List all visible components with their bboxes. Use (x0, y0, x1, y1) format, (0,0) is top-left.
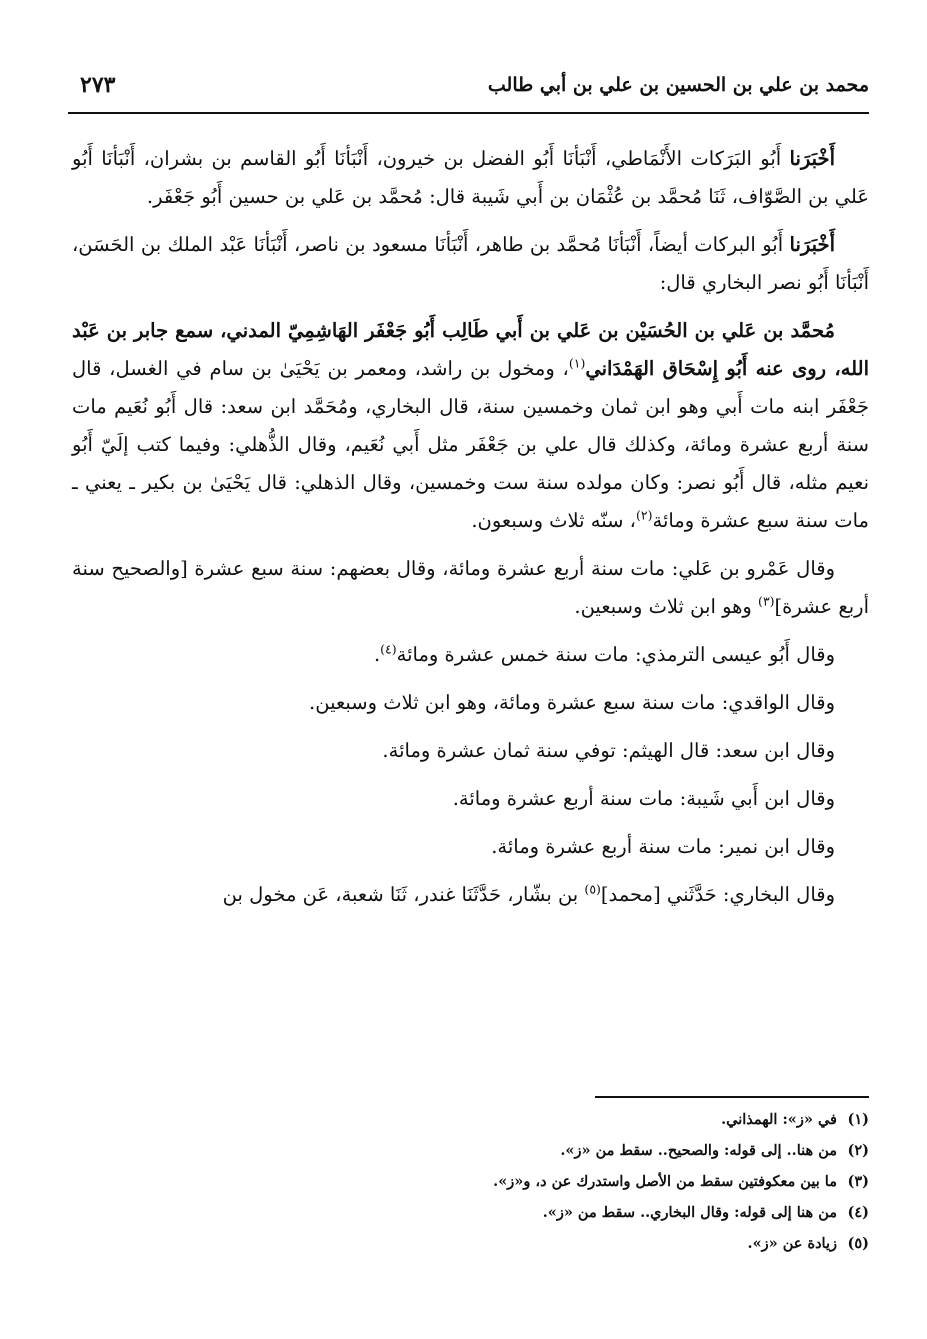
footnote-number: (٢) (847, 1142, 869, 1159)
page-header (68, 70, 869, 114)
footnote-item (72, 1228, 869, 1259)
paragraph-2 (72, 226, 869, 302)
paragraph-text: وقال أَبُو عيسى الترمذي: مات سنة خمس عشرة ومائة (396, 643, 835, 666)
paragraph-text: وقال عَمْرو بن عَلي: مات سنة أربع عشرة ومائة، وقال بعضهم: سنة سبع عشرة [والصحيح سنة أربع عشرة] (72, 557, 869, 618)
footnote-ref-4: (٤) (380, 641, 397, 657)
footnote-item (72, 1104, 869, 1135)
paragraph-lead: أَخْبَرَنا (789, 147, 835, 170)
paragraph-text: وقال البخاري: حَدَّثَني [محمد] (600, 883, 835, 906)
footnote-ref-2: (٢) (635, 507, 653, 523)
paragraph-text: ، سنّه ثلاث وسبعون. (471, 509, 636, 532)
paragraph-text: بن بشّار، حَدَّثَنَا غندر، ثَنَا شعبة، عَن مخول بن (222, 883, 585, 906)
footnote-text: في «ز»: الهمذاني. (721, 1111, 837, 1128)
paragraph-text: ، ومخول بن راشد، ومعمر بن يَحْيَىٰ بن سام في الغسل، قال جَعْفَر ابنه مات أَبي وهو ابن ثمان وخمسين سنة، قال البخاري، ومُحَمَّد ابن سعد: قال أَبُو نُعَيم مات سنة أربع عشرة ومائة، وكذلك قال علي بن جَعْفَر مثل أَبي نُعَيم، وقال الذُّهلي: وفيما كتب إلَيّ أَبُو نعيم مثله، قال أَبُو نصر: وكان مولده سنة ست وخمسين، وقال الذهلي: قال يَحْيَىٰ بن بكير ـ يعني ـ مات سنة سبع عشرة ومائة (72, 357, 869, 532)
paragraph-text: أَبُو البركات أيضاً، أَنْبَأنَا مُحمَّد بن طاهر، أَنْبَأنَا مسعود بن ناصر، أَنْبَأنَا عَبْد الملك بن الحَسَن، أَنْبَأنَا أَبُو نصر البخاري قال: (72, 233, 869, 294)
footnote-separator (595, 1096, 869, 1098)
page-number: ٢٧٣ (80, 72, 116, 98)
footnote-ref-1: (١) (568, 355, 586, 371)
paragraph-5 (72, 636, 869, 674)
paragraph-9: وقال ابن نمير: مات سنة أربع عشرة ومائة. (491, 835, 835, 858)
paragraph-7: وقال ابن سعد: قال الهيثم: توفي سنة ثمان عشرة ومائة. (382, 739, 835, 762)
footnote-ref-3: (٣) (758, 593, 775, 609)
running-title: محمد بن علي بن الحسين بن علي بن أبي طالب (487, 74, 869, 96)
footnote-item (72, 1135, 869, 1166)
footnote-text: من هنا إلى قوله: وقال البخاري.. سقط من «ز». (542, 1204, 837, 1221)
footnote-ref-5: (٥) (584, 881, 601, 897)
footnote-text: زيادة عن «ز». (747, 1235, 837, 1252)
entry-name: مُحمَّد بن عَلي بن الحُسَيْن بن عَلي بن أَبي طَالِب أَبُو جَعْفَر الهَاشِمِيّ المدني، سمع جابر بن عَبْد الله، روى عنه أَبُو إِسْحَاق الهَمْدَاني (72, 319, 869, 380)
paragraph-4 (72, 550, 869, 626)
main-text (72, 140, 869, 914)
footnote-number: (٤) (847, 1204, 869, 1221)
footnotes (72, 1104, 869, 1259)
paragraph-lead: أَخْبَرَنا (789, 233, 835, 256)
footnote-text: ما بين معكوفتين سقط من الأصل واستدرك عن د، و«ز». (493, 1173, 837, 1190)
paragraph-6: وقال الواقدي: مات سنة سبع عشرة ومائة، وهو ابن ثلاث وسبعين. (309, 691, 835, 714)
footnote-item (72, 1166, 869, 1197)
footnote-number: (٣) (847, 1173, 869, 1190)
paragraph-text: وهو ابن ثلاث وسبعين. (574, 595, 759, 618)
paragraph-1 (72, 140, 869, 216)
header-rule (68, 112, 869, 114)
paragraph-8: وقال ابن أَبي شَيبة: مات سنة أربع عشرة ومائة. (452, 787, 835, 810)
biography-paragraph (72, 312, 869, 540)
footnote-text: من هنا.. إلى قوله: والصحيح.. سقط من «ز». (560, 1142, 837, 1159)
paragraph-text: . (373, 643, 381, 666)
footnote-item (72, 1197, 869, 1228)
footnote-number: (١) (847, 1111, 869, 1128)
paragraph-10 (72, 876, 869, 914)
footnote-number: (٥) (847, 1235, 869, 1252)
paragraph-text: أَبُو البَرَكات الأَنْمَاطي، أَنْبَأنَا أَبُو الفضل بن خيرون، أَنْبَأنَا أَبُو القاسم بن بشران، أَنْبَأنَا أَبُو عَلي بن الصَّوّاف، ثَنَا مُحمَّد بن عُثْمَان بن أَبي شَيبة قال: مُحمَّد بن عَلي بن حسين أَبُو جَعْفَر. (72, 147, 869, 208)
